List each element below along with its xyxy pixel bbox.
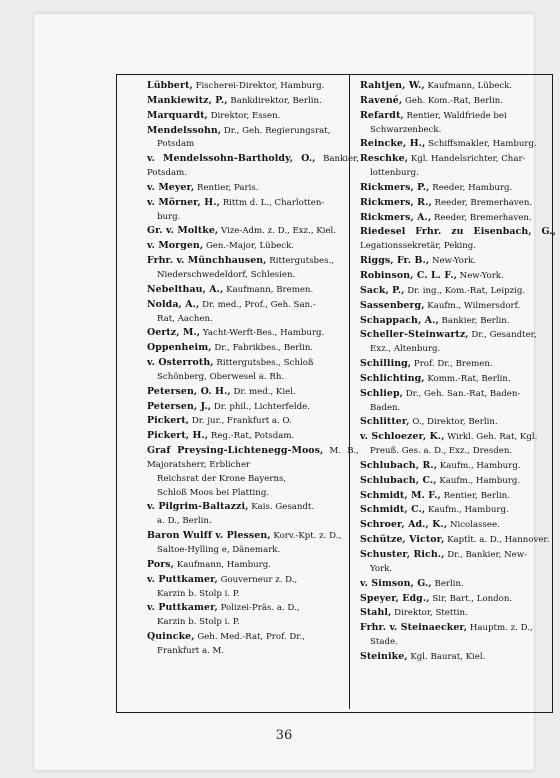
list-entry (360, 254, 556, 269)
entry-detail-continued: a. D., Berlin. (157, 516, 212, 527)
list-entry (360, 328, 556, 357)
entry-name: v. Mörner, H., (147, 196, 220, 208)
list-entry (360, 314, 556, 329)
entry-name: Schuster, Rich., (360, 549, 445, 560)
entry-name: v. Schloezer, K., (360, 431, 445, 443)
entry-name: Petersen, J., (147, 400, 212, 412)
entry-detail-continued: Baden. (370, 402, 401, 413)
entry-detail: Hauptm. z. D., (469, 623, 533, 634)
entry-name: Schlubach, C., (360, 474, 437, 486)
list-entry (147, 558, 359, 573)
entry-detail: Korv.-Kpt. z. D., (273, 531, 342, 542)
entry-detail: New-York. (431, 256, 477, 267)
list-entry (360, 577, 556, 592)
entry-detail: Dr. jur., Frankfurt a. O. (191, 416, 292, 427)
list-entry (147, 444, 359, 500)
list-entry (360, 430, 556, 459)
list-entry (147, 224, 359, 239)
entry-detail: Berlin. (434, 578, 464, 589)
entry-detail: Rittergutsbes., Schloß (216, 358, 314, 369)
entry-name: v. Mendelssohn-Bartholdy, O., (147, 153, 316, 165)
entry-detail: New-York. (459, 270, 504, 281)
entry-detail-continued: lottenburg. (370, 168, 419, 179)
text-frame (116, 74, 556, 713)
list-entry (147, 254, 359, 283)
list-entry (360, 592, 556, 607)
entry-name: Frhr. v. Steinaecker, (360, 622, 468, 634)
entry-detail-continued: Rat, Aachen. (157, 313, 213, 324)
list-entry (147, 429, 359, 444)
entry-name: Gr. v. Moltke, (147, 225, 219, 237)
entry-detail-continued: York. (370, 563, 393, 574)
list-entry (147, 152, 359, 181)
entry-name: Quincke, (147, 631, 195, 643)
entry-name: Schlitter, (360, 416, 410, 428)
entry-name: Steinike, (360, 650, 408, 662)
entry-detail: M. B., Majoratsherr, Erblicher (147, 446, 359, 470)
entry-detail: Yacht-Werft-Bes., Hamburg. (202, 328, 325, 339)
entry-detail: Dr., Bankier, New- (447, 550, 527, 560)
entry-detail: Komm.-Rat, Berlin. (427, 373, 511, 384)
entry-detail: Rittergutsbes., (269, 256, 334, 267)
entry-detail: Kaptlt. a. D., Hannover. (447, 535, 550, 546)
list-entry (360, 357, 556, 372)
list-entry (147, 500, 359, 529)
entry-name: Schmidt, M. F., (360, 489, 441, 501)
entry-detail: Reeder, Hamburg. (432, 182, 513, 193)
list-entry (360, 299, 556, 314)
entry-detail-continued: Schwarzenbeck. (370, 124, 442, 135)
entry-name: v. Pilgrim-Baltazzi, (147, 501, 249, 513)
entry-detail-continued: Potsdam (157, 139, 195, 150)
entry-name: v. Puttkamer, (147, 573, 218, 585)
list-entry (360, 137, 556, 152)
entry-name: Stahl, (360, 607, 392, 619)
entry-detail: Bankier, Berlin. (441, 315, 510, 326)
entry-name: Schmidt, C., (360, 504, 426, 516)
list-entry (147, 124, 359, 153)
entry-detail: Reeder, Bremerhaven. (434, 212, 532, 223)
entry-name: Reschke, (360, 153, 409, 165)
entry-name: Rickmers, A., (360, 211, 432, 223)
entry-detail: Rentier, Waldfriede bei (406, 110, 507, 121)
entry-name: v. Morgen, (147, 240, 204, 252)
entry-name: Speyer, Edg., (360, 592, 430, 604)
list-entry (360, 181, 556, 196)
list-entry (147, 239, 359, 254)
entry-detail: Geh. Kom.-Rat, Berlin. (404, 95, 504, 106)
entry-detail-continued: Niederschwedeldorf, Schlesien. (157, 269, 296, 280)
list-entry (147, 283, 359, 298)
list-entry (147, 79, 359, 94)
list-entry (360, 533, 556, 548)
entry-detail: Dr. med., Kiel. (233, 386, 296, 397)
entry-detail: Dr. phil., Lichterfelde. (213, 401, 310, 412)
entry-detail: Rentier, Berlin. (443, 490, 510, 501)
entry-detail: Kaufm., Hamburg. (439, 475, 521, 486)
entry-name: Rickmers, P., (360, 181, 430, 193)
list-entry (360, 415, 556, 430)
entry-detail: Kaufm., Hamburg. (427, 505, 509, 516)
entry-name: Mendelssohn, (147, 124, 222, 136)
entry-name: v. Osterroth, (147, 357, 214, 369)
entry-detail: Dr., Geh. San.-Rat, Baden- (405, 388, 521, 399)
entry-detail: Schiffsmakler, Hamburg. (428, 139, 537, 150)
list-entry (147, 326, 359, 341)
list-entry (147, 529, 359, 558)
entry-detail: Dr., Geh. Regierungsrat, (223, 125, 331, 136)
entry-name: Mankiewitz, P., (147, 94, 228, 106)
entry-detail: Kais. Gesandt. (251, 502, 315, 513)
entry-name: Frhr. v. Münchhausen, (147, 255, 267, 267)
entry-name: v. Meyer, (147, 181, 195, 193)
entry-detail: Gouverneur z. D., (220, 574, 298, 585)
entry-name: Riggs, Fr. B., (360, 255, 430, 267)
entry-name: Nolda, A., (147, 298, 200, 310)
entry-detail: Vize-Adm. z. D., Exz., Kiel. (221, 226, 337, 237)
entry-detail: Dr. ing., Kom.-Rat, Leipzig. (407, 285, 526, 296)
list-entry (360, 548, 556, 577)
list-entry (147, 298, 359, 327)
entry-name: Baron Wulff v. Plessen, (147, 530, 271, 542)
entry-detail: Nicolassee. (449, 520, 500, 531)
entry-name: Schappach, A., (360, 314, 439, 326)
entry-detail-continued: Stade. (370, 637, 398, 648)
entry-name: Schütze, Victor, (360, 534, 445, 546)
list-entry (360, 284, 556, 299)
list-entry (147, 341, 359, 356)
list-entry (360, 518, 556, 533)
entry-name: Pickert, (147, 415, 190, 427)
entry-name: Rahtjen, W., (360, 80, 425, 91)
entry-name: Oertz, M., (147, 327, 201, 339)
list-entry (147, 400, 359, 415)
entry-name: Petersen, O. H., (147, 385, 231, 397)
entry-name: Scheller-Steinwartz, (360, 329, 469, 341)
list-entry (360, 225, 556, 254)
entry-detail: Direktor, Stettin. (394, 608, 468, 619)
entry-detail-continued: Karzin b. Stolp i. P. (157, 617, 240, 628)
list-entry (147, 181, 359, 196)
entry-detail-continued: Preuß. Ges. a. D., Exz., Dresden. (370, 446, 513, 457)
list-entry (360, 94, 556, 109)
entry-detail-continued: Schönberg, Oberwesel a. Rh. (157, 371, 285, 382)
entry-detail: Reeder, Bremerhaven. (434, 197, 533, 208)
list-entry (360, 503, 556, 518)
list-entry (147, 356, 359, 385)
entry-detail: Rittm d. L., Charlotten- (222, 197, 325, 208)
entry-name: Oppenheim, (147, 342, 212, 354)
list-entry (360, 621, 556, 650)
entry-detail: Direktor, Essen. (210, 110, 281, 121)
right-column (349, 75, 556, 709)
entry-name: Sack, P., (360, 284, 405, 296)
entry-detail: Kaufm., Hamburg. (439, 460, 521, 471)
entry-detail: Reg.-Rat, Potsdam. (210, 431, 295, 442)
list-entry (360, 489, 556, 504)
list-entry (360, 109, 556, 138)
list-entry (360, 196, 556, 211)
list-entry (360, 474, 556, 489)
entry-name: Schroer, Ad., K., (360, 519, 448, 531)
entry-name: Rickmers, R., (360, 196, 432, 208)
list-entry (147, 94, 359, 109)
list-entry (147, 601, 359, 630)
entry-detail-continued: Reichsrat der Krone Bayerns, (157, 473, 287, 484)
entry-detail: Kaufmann, Bremen. (226, 284, 314, 295)
entry-name: Nebelthau, A., (147, 283, 224, 295)
page-number: 36 (275, 728, 293, 743)
entry-name: Schlubach, R., (360, 459, 438, 471)
entry-name: Robinson, C. L. F., (360, 269, 457, 281)
entry-detail: Gen.-Major, Lübeck. (205, 241, 295, 252)
entry-name: Pors, (147, 558, 175, 570)
entry-name: Schliep, (360, 387, 404, 399)
entry-detail-continued: Schloß Moos bei Platting. (157, 487, 270, 498)
list-entry (360, 269, 556, 284)
entry-detail-continued: Frankfurt a. M. (157, 645, 225, 656)
list-entry (360, 650, 556, 665)
entry-detail: Dr., Fabrikbes., Berlin. (214, 343, 314, 354)
document-page (34, 14, 556, 770)
entry-detail: O., Direktor, Berlin. (412, 417, 498, 428)
entry-detail: Bankdirektor, Berlin. (230, 95, 322, 106)
list-entry (147, 414, 359, 429)
list-entry (360, 459, 556, 474)
list-entry (360, 606, 556, 621)
entry-name: Pickert, H., (147, 430, 209, 442)
entry-name: Riedesel Frhr. zu Eisenbach, G., (360, 226, 556, 238)
list-entry (147, 109, 359, 124)
entry-name: Schilling, (360, 358, 412, 370)
left-column (147, 79, 359, 659)
list-entry (360, 387, 556, 416)
entry-name: v. Puttkamer, (147, 602, 218, 614)
entry-detail: Geh. Med.-Rat, Prof. Dr., (197, 632, 305, 643)
entry-name: Schlichting, (360, 372, 425, 384)
entry-detail: Dr., Gesandter, (471, 330, 537, 341)
entry-detail: Kgl. Handelsrichter, Char- (410, 154, 526, 165)
entry-name: Sassenberg, (360, 299, 425, 311)
entry-detail: Kaufm., Wilmersdorf. (427, 300, 521, 311)
entry-detail: Wirkl. Geh. Rat, Kgl. (447, 432, 538, 443)
list-entry (147, 385, 359, 400)
list-entry (147, 196, 359, 225)
list-entry (147, 630, 359, 659)
entry-name: Marquardt, (147, 109, 208, 121)
entry-detail: Polizei-Präs. a. D., (220, 603, 300, 614)
entry-detail: Sir, Bart., London. (432, 593, 513, 604)
entry-detail-continued: Saltoe-Hylling e, Dänemark. (157, 545, 281, 555)
list-entry (360, 152, 556, 181)
entry-detail-continued: Karzin b. Stolp i. P. (157, 588, 240, 599)
list-entry (147, 573, 359, 602)
entry-detail: Kaufmann, Hamburg. (176, 559, 271, 570)
entry-detail: Kaufmann, Lübeck. (427, 81, 513, 91)
entry-detail: Rentier, Paris. (196, 182, 259, 193)
entry-name: Ravené, (360, 94, 403, 106)
list-entry (360, 372, 556, 387)
entry-name: v. Simson, G., (360, 577, 432, 589)
entry-detail: Bankier, Potsdam. (147, 154, 359, 179)
list-entry (360, 79, 556, 94)
entry-detail: Kgl. Baurat, Kiel. (410, 651, 486, 662)
entry-detail-continued: Exz., Altenburg. (370, 344, 441, 355)
list-entry (360, 211, 556, 226)
entry-detail: Dr. med., Prof., Geh. San.- (202, 299, 316, 310)
entry-name: Lübbert, (147, 80, 193, 91)
entry-detail: Legationssekretär, Peking. (360, 241, 477, 252)
entry-detail: Fischerei-Direktor, Hamburg. (195, 81, 325, 91)
entry-detail: Prof. Dr., Bremen. (413, 359, 493, 370)
entry-name: Graf Preysing-Lichtenegg-Moos, (147, 445, 324, 457)
entry-detail-continued: burg. (157, 211, 181, 222)
entry-name: Reincke, H., (360, 138, 426, 150)
entry-name: Refardt, (360, 109, 404, 121)
